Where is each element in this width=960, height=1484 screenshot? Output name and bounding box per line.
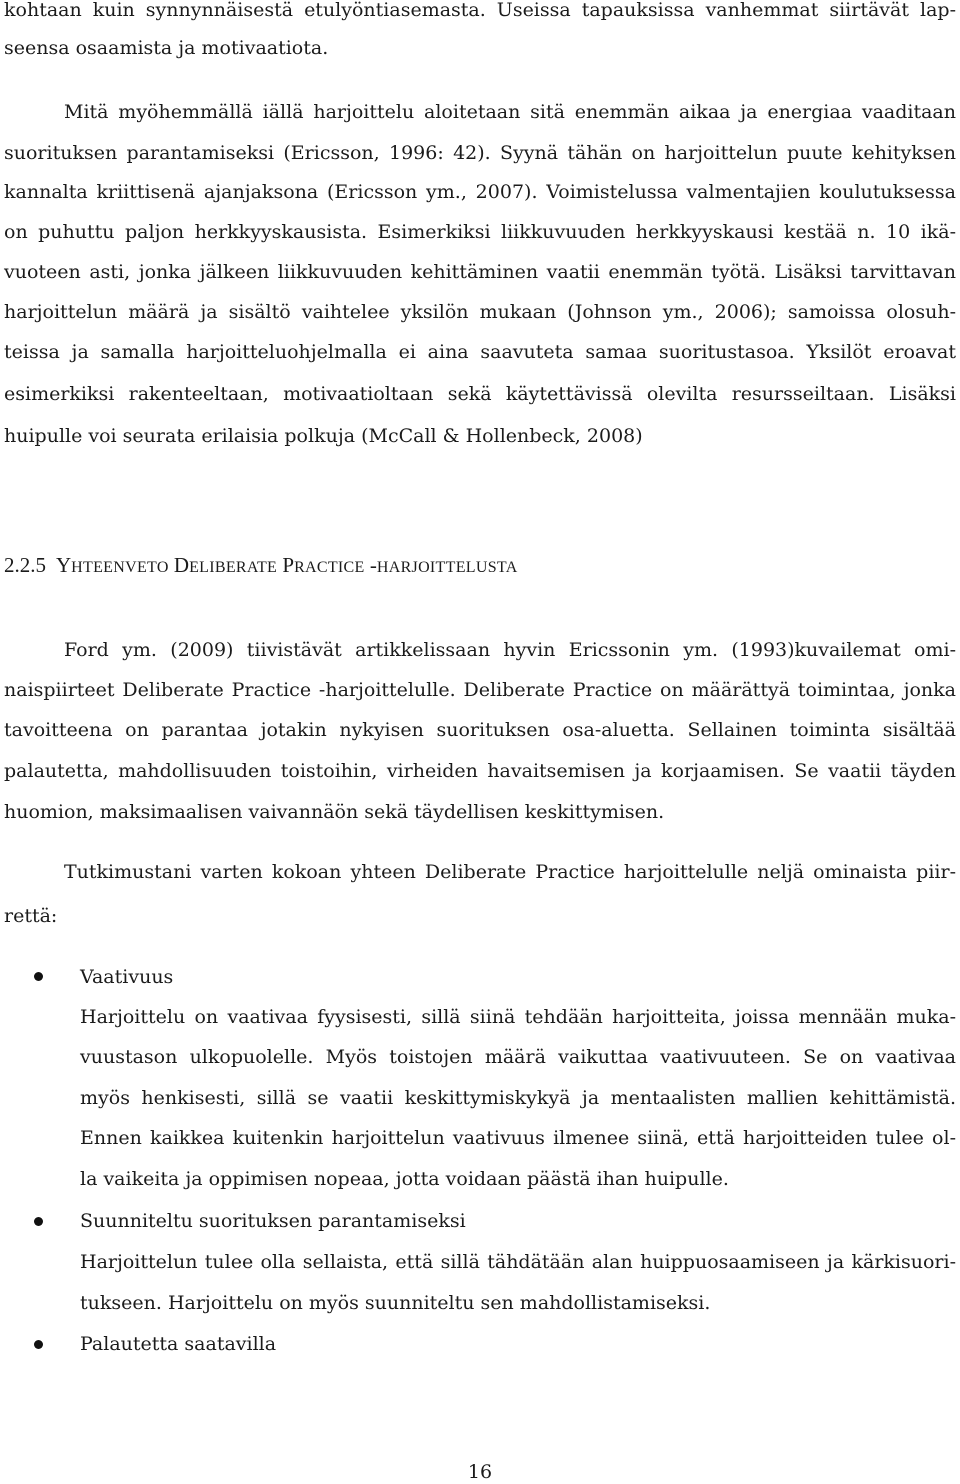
heading-word: HARJOITTELUSTA <box>376 559 518 576</box>
bullet-icon <box>34 1340 43 1349</box>
list-item-title: Suunniteltu suorituksen parantamiseksi <box>80 1210 466 1232</box>
text-line: Mitä myöhemmällä iällä harjoittelu aloitetaan sitä enemmän aikaa ja energiaa vaaditaan <box>64 101 956 123</box>
text-line: la vaikeita ja oppimisen nopeaa, jotta voidaan päästä ihan huipulle. <box>80 1168 729 1190</box>
text-line: Ennen kaikkea kuitenkin harjoittelun vaativuus ilmenee siinä, että harjoitteiden tulee ol- <box>80 1127 956 1149</box>
text-line: Ford ym. (2009) tiivistävät artikkelissaan hyvin Ericssonin ym. (1993)kuvailemat omi- <box>64 639 956 661</box>
text-line: rettä: <box>4 905 58 927</box>
heading-word: RACTICE <box>294 559 365 576</box>
text-line: suorituksen parantamiseksi (Ericsson, 1996: 42). Syynä tähän on harjoittelun puute kehityksen <box>4 142 956 164</box>
list-item-title: Palautetta saatavilla <box>80 1333 277 1355</box>
text-line: huomion, maksimaalisen vaivannäön sekä täydellisen keskittymisen. <box>4 801 665 823</box>
text-line: tukseen. Harjoittelu on myös suunniteltu sen mahdollistamiseksi. <box>80 1292 711 1314</box>
heading-word-cap: P <box>282 553 295 577</box>
text-line: palautetta, mahdollisuuden toistoihin, virheiden havaitsemisen ja korjaamisen. Se vaatii täyden <box>4 760 956 782</box>
section-number: 2.2.5 <box>4 553 46 577</box>
bullet-icon <box>34 972 43 981</box>
bullet-icon <box>34 1217 43 1226</box>
text-line: vuoteen asti, jonka jälkeen liikkuvuuden kehittäminen vaatii enemmän työtä. Lisäksi tarvittavan <box>4 261 956 283</box>
heading-word-cap: D <box>173 553 190 577</box>
text-line: tavoitteena on parantaa jotakin nykyisen suorituksen osa-aluetta. Sellainen toiminta sisältää <box>4 719 956 741</box>
text-line: teissa ja samalla harjoitteluohjelmalla ei aina saavuteta samaa suoritustasoa. Yksilöt eroavat <box>4 341 956 363</box>
heading-dash: - <box>369 553 377 577</box>
list-item-title: Vaativuus <box>80 966 174 988</box>
text-line: Harjoittelu on vaativaa fyysisesti, sillä siinä tehdään harjoitteita, joissa mennään muka- <box>80 1006 956 1028</box>
page-number: 16 <box>467 1461 493 1483</box>
heading-word-cap: Y <box>56 553 72 577</box>
heading-word: ELIBERATE <box>189 559 278 576</box>
text-line: myös henkisesti, sillä se vaatii keskittymiskykyä ja mentaalisten mallien kehittämistä. <box>80 1087 956 1109</box>
text-line: naispiirteet Deliberate Practice -harjoittelulle. Deliberate Practice on määrättyä toimintaa, jonka <box>4 679 956 701</box>
heading-word: HTEENVETO <box>71 559 169 576</box>
text-line: harjoittelun määrä ja sisältö vaihtelee yksilön mukaan (Johnson ym., 2006); samoissa olosuh- <box>4 301 956 323</box>
text-line: vuustason ulkopuolelle. Myös toistojen määrä vaikuttaa vaativuuteen. Se on vaativaa <box>80 1046 956 1068</box>
text-line: kannalta kriittisenä ajanjaksona (Ericsson ym., 2007). Voimistelussa valmentajien koulutuksessa <box>4 181 956 203</box>
text-line: Tutkimustani varten kokoan yhteen Deliberate Practice harjoittelulle neljä ominaista piir- <box>64 861 956 883</box>
text-line: Harjoittelun tulee olla sellaista, että sillä tähdätään alan huippuosaamiseen ja kärkisuori- <box>80 1251 956 1273</box>
text-line: on puhuttu paljon herkkyyskausista. Esimerkiksi liikkuvuuden herkkyyskausi kestää n. 10 ikä- <box>4 221 956 243</box>
text-line: kohtaan kuin synnynnäisestä etulyöntiasemasta. Useissa tapauksissa vanhemmat siirtävät lap- <box>4 0 956 21</box>
text-line: esimerkiksi rakenteeltaan, motivaatioltaan sekä käytettävissä olevilta resursseiltaan. Lisäksi <box>4 383 956 405</box>
section-heading <box>4 552 518 581</box>
text-line: seensa osaamista ja motivaatiota. <box>4 37 329 59</box>
text-line: huipulle voi seurata erilaisia polkuja (McCall & Hollenbeck, 2008) <box>4 425 643 447</box>
